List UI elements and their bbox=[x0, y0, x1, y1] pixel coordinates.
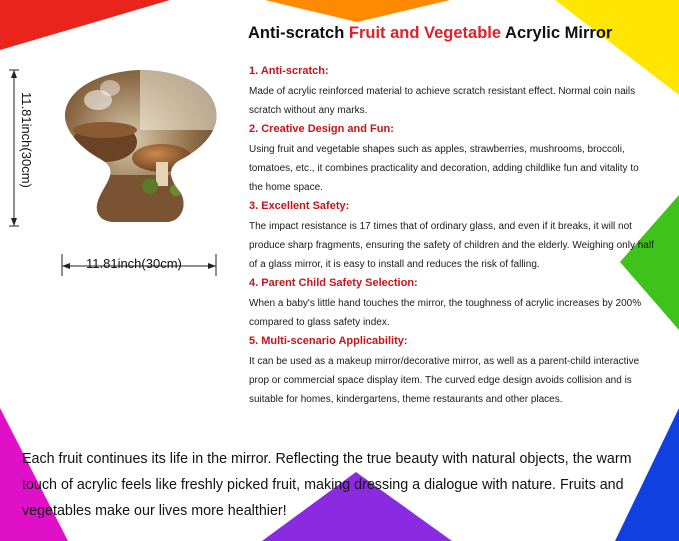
height-dimension-label: 11.81inch(30cm) bbox=[19, 92, 34, 188]
section-text: Using fruit and vegetable shapes such as apples, strawberries, mushrooms, broccoli, tomatoes, etc., it combines practicality and decoration, adding childlike fun and vitality to the home space. bbox=[249, 144, 639, 193]
section-heading: 1. Anti-scratch: bbox=[249, 65, 329, 77]
section-heading: 2. Creative Design and Fun: bbox=[249, 123, 394, 135]
mirror-reflection-image bbox=[55, 65, 225, 230]
section-text: It can be used as a makeup mirror/decorative mirror, as well as a parent-child interactive prop or commercial space display item. The curved edge design avoids collision and is suitable for homes, kindergartens, theme restaurants and other places. bbox=[249, 356, 640, 405]
title-suffix: Acrylic Mirror bbox=[501, 24, 613, 42]
feature-list bbox=[249, 64, 654, 411]
section-excellent-safety bbox=[249, 199, 654, 274]
bottom-tagline: Each fruit continues its life in the mirror. Reflecting the true beauty with natural objects, the warm touch of acrylic feels like freshly picked fruit, making dressing a dialogue with nature. Fruits and vegetables make our lives more healthier! bbox=[22, 451, 632, 519]
section-creative-design bbox=[249, 122, 654, 197]
section-anti-scratch bbox=[249, 64, 654, 120]
section-text: Made of acrylic reinforced material to achieve scratch resistant effect. Normal coin nails scratch without any marks. bbox=[249, 86, 636, 116]
width-dimension-label: 11.81inch(30cm) bbox=[86, 256, 182, 271]
section-text: The impact resistance is 17 times that of ordinary glass, and even if it breaks, it will not produce sharp fragments, ensuring the safety of children and the elderly. Weighing only half of a glass mirror, it is easy to install and reduces the risk of falling. bbox=[249, 221, 654, 270]
section-heading: 5. Multi-scenario Applicability: bbox=[249, 335, 408, 347]
section-parent-child-safety bbox=[249, 276, 654, 332]
title-prefix: Anti-scratch bbox=[248, 24, 349, 42]
section-heading: 3. Excellent Safety: bbox=[249, 200, 350, 212]
section-text: When a baby's little hand touches the mirror, the toughness of acrylic increases by 200% compared to glass safety index. bbox=[249, 298, 642, 328]
title-highlight: Fruit and Vegetable bbox=[348, 24, 502, 42]
section-heading: 4. Parent Child Safety Selection: bbox=[249, 277, 418, 289]
section-multi-scenario bbox=[249, 334, 654, 409]
